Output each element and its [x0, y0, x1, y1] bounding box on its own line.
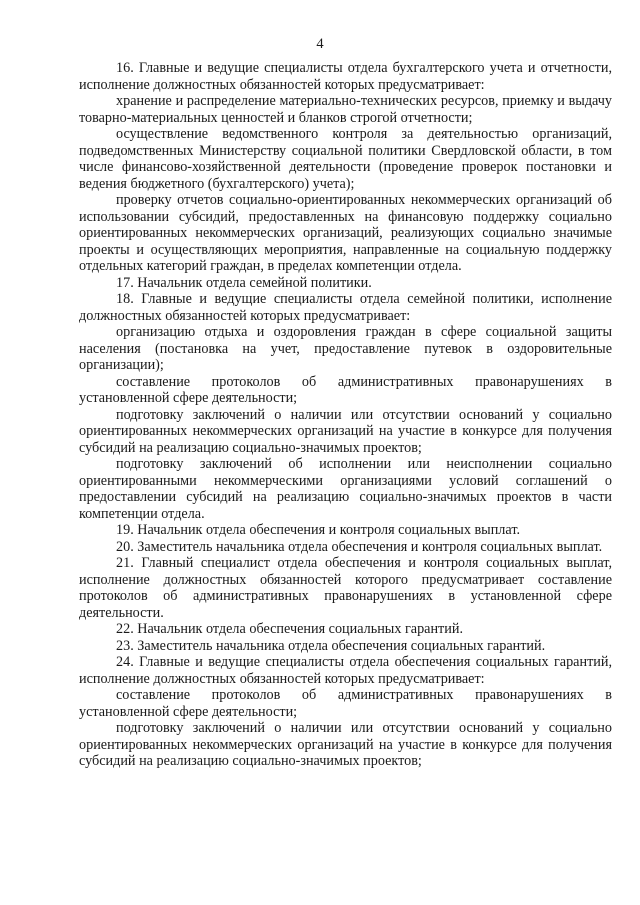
- paragraph-22: 22. Начальник отдела обеспечения социальных гарантий.: [116, 621, 463, 637]
- paragraph-24-item-conclusions: подготовку заключений о наличии или отсутствии оснований у социально ориентированных некоммерческих организаций на участие в конкурсе для получения субсидий на реализацию социально-значимых проектов;: [79, 720, 612, 769]
- paragraph-16-item-reports: проверку отчетов социально-ориентированных некоммерческих организаций об использовании субсидий, предоставленных на финансовую поддержку социально ориентированных некоммерческих организаций, реализующих социально значимые проекты и осуществляющих мероприятия, направленные на социальную поддержку отдельных категорий граждан, в пределах компетенции отдела.: [79, 192, 612, 274]
- page-number: 4: [316, 36, 324, 52]
- paragraph-16-item-control: осуществление ведомственного контроля за деятельностью организаций, подведомственных Министерству социальной политики Свердловской области, в том числе финансово-хозяйственной деятельности (проведение проверок постановки и ведения бюджетного (бухгалтерского) учета);: [79, 126, 612, 192]
- paragraph-24-item-protocols: составление протоколов об административных правонарушениях в установленной сфере деятельности;: [79, 687, 612, 720]
- paragraph-17: 17. Начальник отдела семейной политики.: [116, 274, 372, 291]
- paragraph-16-item-storage: хранение и распределение материально-технических ресурсов, приемку и выдачу товарно-материальных ценностей и бланков строгой отчетности;: [79, 93, 612, 126]
- paragraph-18: 18. Главные и ведущие специалисты отдела семейной политики, исполнение должностных обязанностей которых предусматривает:: [79, 291, 612, 324]
- paragraph-21: 21. Главный специалист отдела обеспечения и контроля социальных выплат, исполнение должностных обязанностей которого предусматривает составление протоколов об административных правонарушениях в установленной сфере деятельности.: [79, 555, 612, 621]
- document-body: [79, 60, 612, 770]
- paragraph-19: 19. Начальник отдела обеспечения и контроля социальных выплат.: [116, 522, 520, 538]
- paragraph-18-item-recreation: организацию отдыха и оздоровления граждан в сфере социальной защиты населения (постановка на учет, предоставление путевок в оздоровительные организации);: [79, 324, 612, 373]
- paragraph-20: 20. Заместитель начальника отдела обеспечения и контроля социальных выплат.: [116, 538, 603, 555]
- paragraph-18-item-conclusions: подготовку заключений о наличии или отсутствии оснований у социально ориентированных некоммерческих организаций на участие в конкурсе для получения субсидий на реализацию социально-значимых проектов;: [79, 406, 612, 456]
- paragraph-23: 23. Заместитель начальника отдела обеспечения социальных гарантий.: [116, 637, 546, 654]
- paragraph-16: 16. Главные и ведущие специалисты отдела бухгалтерского учета и отчетности, исполнение должностных обязанностей которых предусматривает:: [79, 60, 612, 93]
- paragraph-18-item-execution: подготовку заключений об исполнении или неисполнении социально ориентированными некоммерческими организациями условий соглашений о предоставлении субсидий на реализацию социально-значимых проектов в части компетенции отдела.: [79, 456, 612, 522]
- paragraph-18-item-protocols: составление протоколов об административных правонарушениях в установленной сфере деятельности;: [79, 373, 612, 406]
- paragraph-24: 24. Главные и ведущие специалисты отдела обеспечения социальных гарантий, исполнение должностных обязанностей которых предусматривает:: [79, 654, 612, 687]
